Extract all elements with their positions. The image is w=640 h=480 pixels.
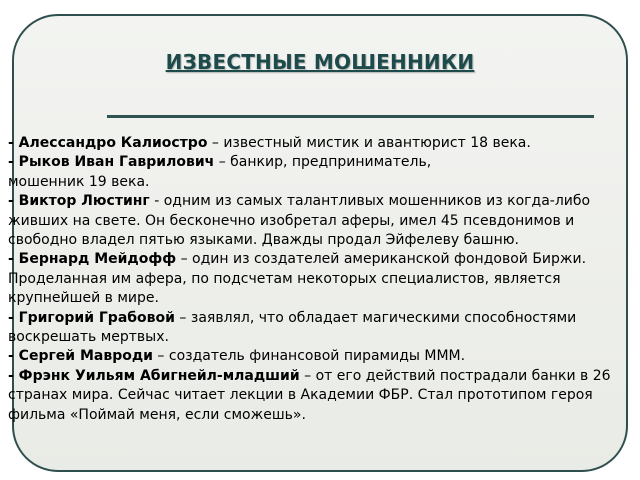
slide-title: ИЗВЕСТНЫЕ МОШЕННИКИ bbox=[165, 50, 475, 74]
entry-text: – один из создателей американской фондовой Биржи. Проделанная им афера, по подсчетам некоторых специалистов, является крупнейшей в мире. bbox=[8, 251, 587, 307]
entry-name: - Фрэнк Уильям Абигнейл-младший bbox=[8, 367, 300, 384]
entry-text: - одним из самых талантливых мошенников из когда-либо живших на свете. Он бесконечно изобретал аферы, имел 45 псевдонимов и свободно владел пятью языками. Дважды продал Эйфелеву башню. bbox=[8, 193, 591, 249]
entry-text: – известный мистик и авантюрист 18 века. bbox=[207, 135, 531, 151]
entry-name: - Бернард Мейдофф bbox=[8, 251, 177, 268]
list-item-mavrodi bbox=[8, 347, 636, 366]
entry-text: – от его действий пострадали банки в 26 странах мира. Сейчас читает лекции в Академии ФБР. Стал прототипом героя фильма «Поймай меня, если сможешь». bbox=[8, 367, 611, 423]
list-item-rykov bbox=[8, 153, 508, 192]
entry-text: – банкир, предприниматель, мошенник 19 века. bbox=[8, 154, 432, 190]
entry-name: - Сергей Мавроди bbox=[8, 348, 153, 365]
title-divider bbox=[107, 115, 594, 118]
fraudsters-list bbox=[8, 134, 636, 425]
list-item-lustig bbox=[8, 192, 618, 250]
entry-name: - Алессандро Калиостро bbox=[8, 135, 208, 151]
list-item-grabovoy bbox=[8, 309, 636, 348]
entry-name: - Виктор Люстинг bbox=[8, 193, 150, 210]
entry-text: – заявлял, что обладает магическими способностями воскрешать мертвых. bbox=[8, 309, 577, 346]
list-item-abagnale bbox=[8, 367, 636, 425]
list-item-cagliostro bbox=[8, 134, 636, 153]
entry-name: - Григорий Грабовой bbox=[8, 309, 175, 326]
entry-text: – создатель финансовой пирамиды МММ. bbox=[152, 348, 466, 365]
list-item-madoff bbox=[8, 250, 636, 308]
entry-name: - Рыков Иван Гаврилович bbox=[8, 154, 215, 171]
